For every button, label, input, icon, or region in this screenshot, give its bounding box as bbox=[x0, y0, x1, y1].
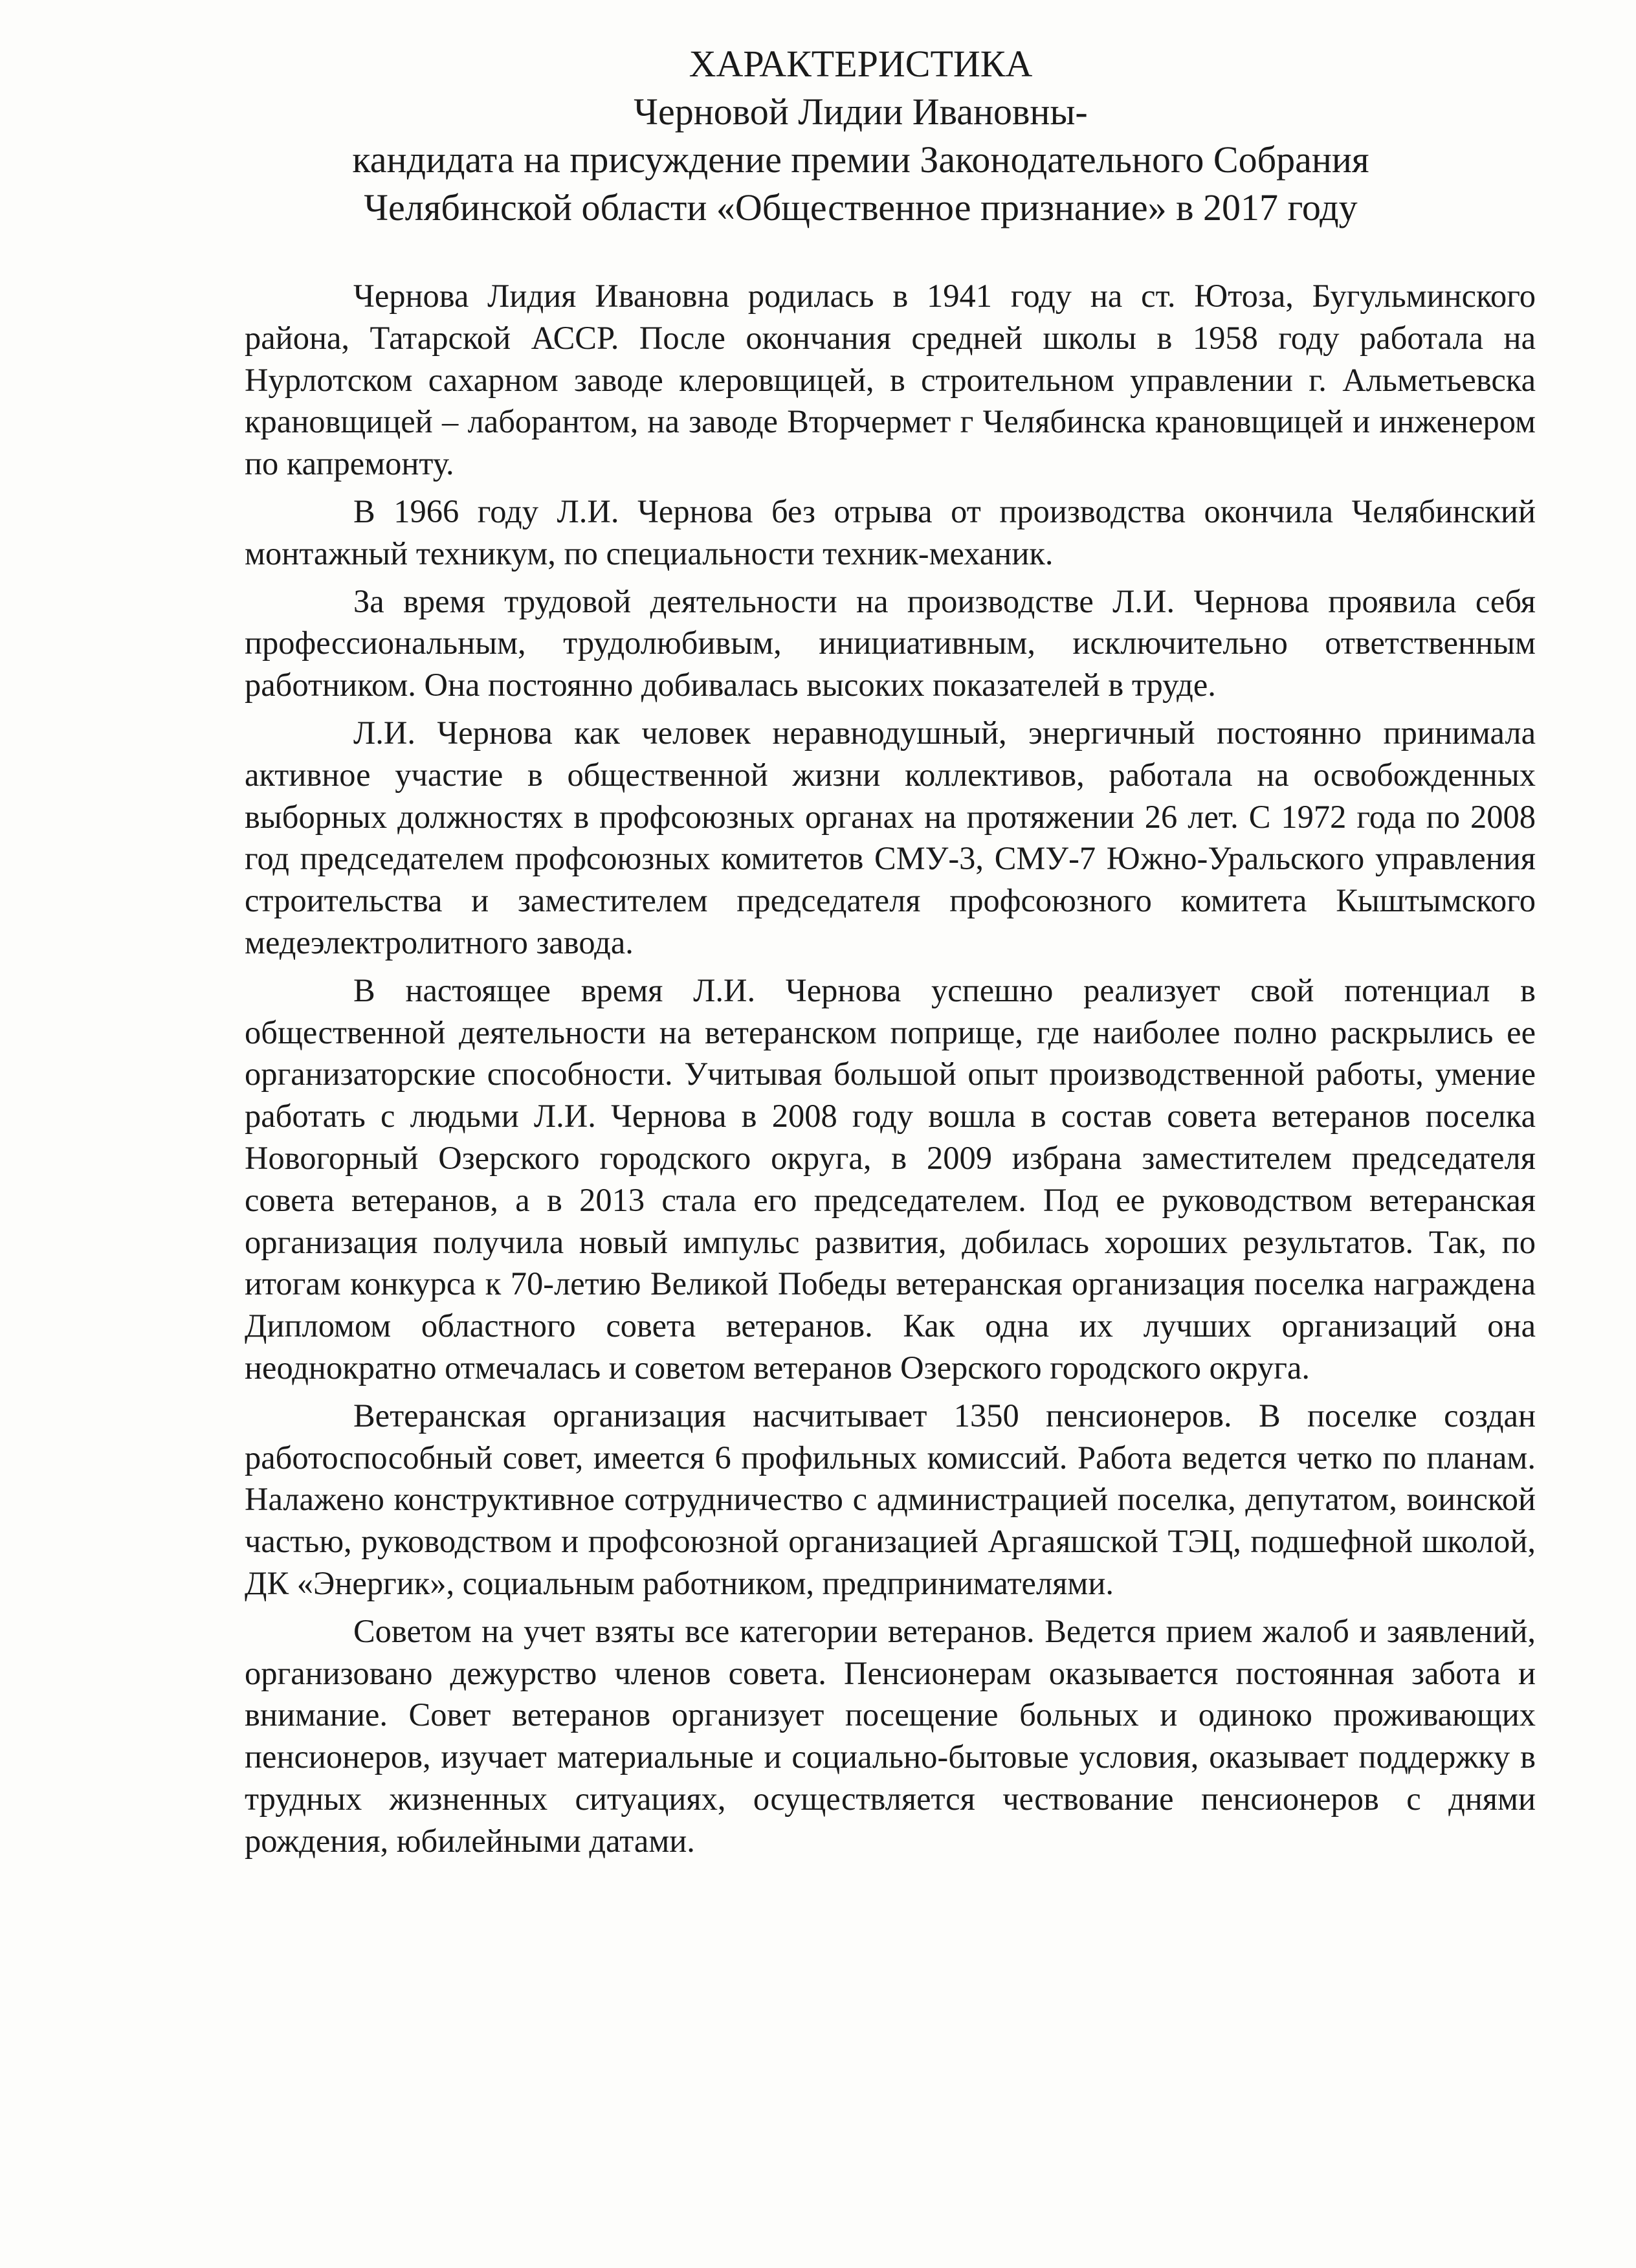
award-line: кандидата на присуждение премии Законодательного Собрания bbox=[352, 139, 1369, 181]
award-year-line: Челябинской области «Общественное признание» в 2017 году bbox=[364, 186, 1358, 228]
document-title: ХАРАКТЕРИСТИКА bbox=[689, 43, 1033, 85]
paragraph-union-activity: Л.И. Чернова как человек неравнодушный, энергичный постоянно принимала активное участие в общественной жизни коллективов, работала на освобожденных выборных должностях в профсоюзных органах на протяжении 26 лет. С 1972 года по 2008 год председателем профсоюзных комитетов СМУ-3, СМУ-7 Южно-Уральского управления строительства и заместителем председателя профсоюзного комитета Кыштымского медеэлектролитного завода. bbox=[245, 714, 1536, 961]
paragraph-biography: Чернова Лидия Ивановна родилась в 1941 году на ст. Ютоза, Бугульминского района, Татарской АССР. После окончания средней школы в 1958 году работала на Нурлотском сахарном заводе клеровщицей, в строительном управлении г. Альметьевска крановщицей – лаборантом, на заводе Вторчермет г Челябинска крановщицей и инженером по капремонту. bbox=[245, 278, 1536, 482]
candidate-name: Черновой Лидии Ивановны- bbox=[634, 91, 1088, 133]
document-body bbox=[245, 275, 1536, 1862]
paragraph-veterans-council: В настоящее время Л.И. Чернова успешно реализует свой потенциал в общественной деятельности на ветеранском поприще, где наиболее полно раскрылись ее организаторские способности. Учитывая большой опыт производственной работы, умение работать с людьми Л.И. Чернова в 2008 году вошла в состав совета ветеранов поселка Новогорный Озерского городского округа, в 2009 избрана заместителем председателя совета ветеранов, а в 2013 стала его председателем. Под ее руководством ветеранская организация получила новый импульс развития, добилась хороших результатов. Так, по итогам конкурса к 70-летию Великой Победы ветеранская организация поселка награждена Дипломом областного совета ветеранов. Как одна их лучших организаций она неоднократно отмечалась и советом ветеранов Озерского городского округа. bbox=[245, 972, 1536, 1386]
document-header bbox=[194, 40, 1527, 232]
paragraph-organization: Ветеранская организация насчитывает 1350 пенсионеров. В поселке создан работоспособный совет, имеется 6 профильных комиссий. Работа ведется четко по планам. Налажено конструктивное сотрудничество с администрацией поселка, депутатом, воинской частью, руководством и профсоюзной организацией Аргаяшской ТЭЦ, подшефной школой, ДК «Энергик», социальным работником, предпринимателями. bbox=[245, 1397, 1536, 1601]
paragraph-education: В 1966 году Л.И. Чернова без отрыва от производства окончила Челябинский монтажный техникум, по специальности техник-механик. bbox=[245, 493, 1536, 572]
paragraph-work-qualities: За время трудовой деятельности на производстве Л.И. Чернова проявила себя профессиональным, трудолюбивым, инициативным, исключительно ответственным работником. Она постоянно добивалась высоких показателей в труде. bbox=[245, 583, 1536, 704]
paragraph-care-activities: Советом на учет взяты все категории ветеранов. Ведется прием жалоб и заявлений, организовано дежурство членов совета. Пенсионерам оказывается постоянная забота и внимание. Совет ветеранов организует посещение больных и одиноко проживающих пенсионеров, изучает материальные и социально-бытовые условия, оказывает поддержку в трудных жизненных ситуациях, осуществляется чествование пенсионеров с днями рождения, юбилейными датами. bbox=[245, 1612, 1536, 1859]
